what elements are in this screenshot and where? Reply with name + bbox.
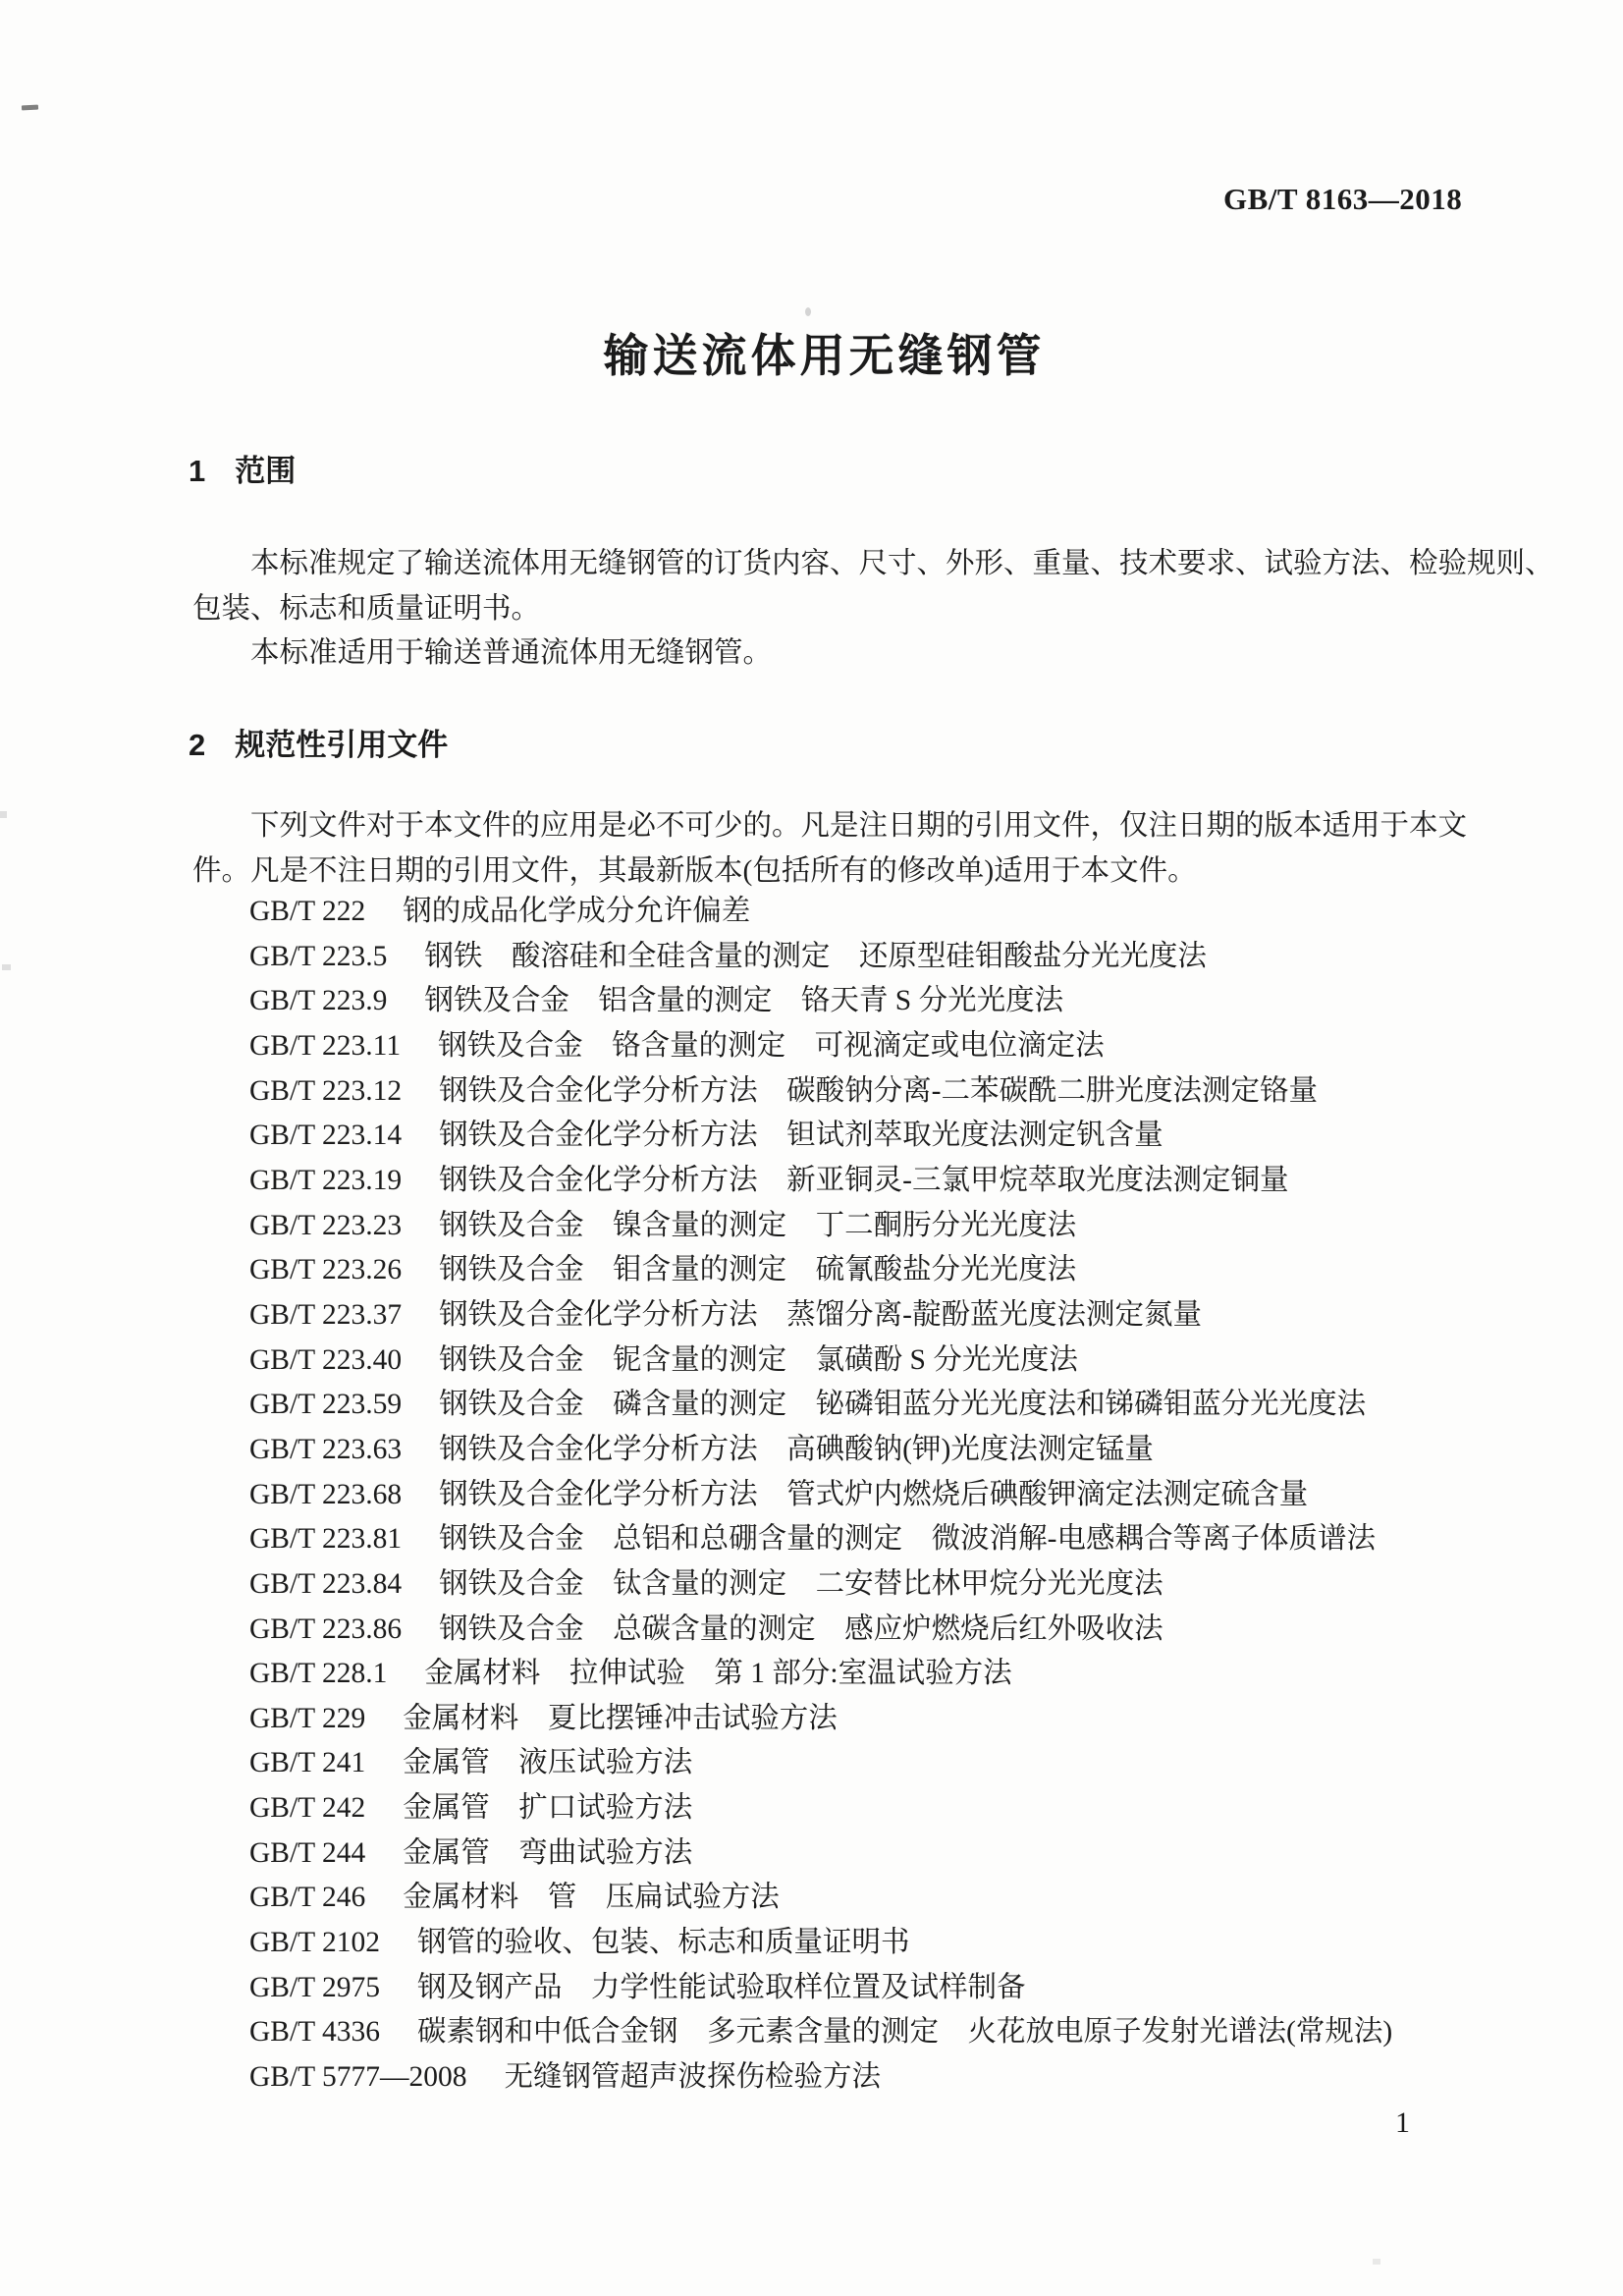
reference-title: 金属材料 拉伸试验 第 1 部分:室温试验方法 [424,1658,1012,1690]
paragraph-line: 下列文件对于本文件的应用是必不可少的。凡是注日期的引用文件，仅注日期的版本适用于本文 [250,810,1468,842]
reference-code: GB/T 241 [249,1747,366,1779]
reference-item [249,1876,1392,1921]
reference-title: 钢铁及合金 钛含量的测定 二安替比林甲烷分光光度法 [439,1567,1163,1600]
reference-title: 钢铁及合金 总碳含量的测定 感应炉燃烧后红外吸收法 [439,1613,1163,1645]
reference-item [249,1114,1392,1159]
section-2-heading [189,720,448,764]
reference-title: 金属管 弯曲试验方法 [403,1836,693,1869]
reference-code: GB/T 244 [249,1836,366,1869]
scan-artifact [0,811,7,818]
reference-title: 金属管 扩口试验方法 [403,1792,693,1825]
section-2-number: 2 [189,728,206,762]
reference-code: GB/T 223.40 [249,1343,403,1376]
reference-code: GB/T 229 [249,1702,366,1734]
reference-title: 钢及钢产品 力学性能试验取样位置及试样制备 [417,1971,1026,2003]
reference-code: GB/T 242 [249,1792,366,1825]
section-1-heading [189,446,296,490]
reference-item [249,1248,1392,1293]
reference-item [249,1966,1392,2011]
document-title: 输送流体用无缝钢管 [603,330,1046,381]
reference-code: GB/T 223.9 [249,985,388,1017]
reference-item [249,1697,1392,1742]
reference-item [249,1831,1392,1877]
references-intro-paragraph [192,804,1469,894]
reference-code: GB/T 223.63 [249,1433,403,1465]
page-number: 1 [1395,2106,1410,2139]
reference-item [249,1741,1392,1786]
reference-title: 钢的成品化学成分允许偏差 [403,896,751,927]
reference-item [249,1339,1392,1384]
reference-item [249,1562,1392,1608]
scan-artifact [805,307,811,316]
reference-title: 钢铁及合金化学分析方法 蒸馏分离-靛酚蓝光度法测定氮量 [439,1298,1202,1331]
reference-code: GB/T 5777—2008 [249,2061,467,2094]
scan-artifact [1373,2259,1380,2265]
reference-item [249,1517,1392,1562]
standard-code-header: GB/T 8163—2018 [1223,182,1463,216]
scan-artifact [2,964,11,970]
reference-code: GB/T 223.68 [249,1478,403,1510]
reference-title: 钢铁及合金化学分析方法 钽试剂萃取光度法测定钒含量 [439,1120,1163,1152]
reference-item [249,979,1392,1024]
reference-list [249,890,1392,2101]
section-1-number: 1 [189,454,206,488]
reference-code: GB/T 223.26 [249,1254,403,1286]
paragraph-line: 包装、标志和质量证明书。 [192,593,541,625]
paragraph-line: 本标准适用于输送普通流体用无缝钢管。 [250,637,773,669]
reference-item [249,1608,1392,1653]
reference-title: 钢铁及合金 钼含量的测定 硫氰酸盐分光光度法 [439,1254,1077,1286]
scope-paragraph-1 [192,541,1554,631]
reference-item [249,890,1392,935]
reference-code: GB/T 223.81 [249,1523,403,1556]
reference-code: GB/T 223.37 [249,1298,403,1331]
reference-item [249,1473,1392,1518]
reference-code: GB/T 223.5 [249,940,388,972]
reference-code: GB/T 223.19 [249,1164,403,1196]
reference-title: 无缝钢管超声波探伤检验方法 [504,2061,882,2094]
reference-item [249,1024,1392,1069]
reference-code: GB/T 4336 [249,2016,381,2049]
reference-title: 钢铁及合金 铝含量的测定 铬天青 S 分光光度法 [424,985,1064,1017]
reference-item [249,1069,1392,1115]
reference-title: 钢铁及合金 铌含量的测定 氯磺酚 S 分光光度法 [439,1343,1078,1376]
reference-title: 金属材料 管 压扁试验方法 [403,1882,780,1914]
reference-code: GB/T 223.84 [249,1567,403,1600]
reference-item [249,1428,1392,1473]
reference-item [249,1786,1392,1831]
reference-code: GB/T 228.1 [249,1658,388,1690]
reference-code: GB/T 2102 [249,1927,381,1959]
reference-item [249,1652,1392,1697]
reference-code: GB/T 223.12 [249,1074,403,1107]
reference-title: 钢铁及合金 磷含量的测定 铋磷钼蓝分光光度法和锑磷钼蓝分光光度法 [439,1389,1367,1421]
paragraph-line: 件。凡是不注日期的引用文件，其最新版本(包括所有的修改单)适用于本文件。 [192,854,1197,887]
reference-item [249,1293,1392,1339]
reference-title: 钢铁及合金化学分析方法 碳酸钠分离-二苯碳酰二肼光度法测定铬量 [439,1074,1318,1107]
reference-code: GB/T 2975 [249,1971,381,2003]
reference-item [249,1921,1392,1966]
section-1-label: 范围 [235,454,297,488]
reference-title: 钢铁及合金化学分析方法 高碘酸钠(钾)光度法测定锰量 [439,1433,1154,1465]
reference-title: 钢铁及合金化学分析方法 管式炉内燃烧后碘酸钾滴定法测定硫含量 [439,1478,1309,1510]
reference-item [249,2010,1392,2055]
reference-code: GB/T 223.86 [249,1613,403,1645]
reference-code: GB/T 223.59 [249,1389,403,1421]
section-2-label: 规范性引用文件 [235,728,449,762]
reference-title: 钢铁及合金 镍含量的测定 丁二酮肟分光光度法 [439,1209,1077,1241]
reference-title: 钢铁 酸溶硅和全硅含量的测定 还原型硅钼酸盐分光光度法 [424,940,1207,972]
reference-title: 钢管的验收、包装、标志和质量证明书 [417,1927,910,1959]
reference-item [249,935,1392,980]
reference-item [249,1204,1392,1249]
reference-code: GB/T 246 [249,1882,366,1914]
reference-title: 金属材料 夏比摆锤冲击试验方法 [403,1702,838,1734]
reference-item [249,2055,1392,2101]
reference-code: GB/T 223.11 [249,1029,402,1062]
paragraph-line: 本标准规定了输送流体用无缝钢管的订货内容、尺寸、外形、重量、技术要求、试验方法、检验规则、 [250,548,1554,579]
reference-code: GB/T 223.14 [249,1120,403,1152]
reference-code: GB/T 223.23 [249,1209,403,1241]
reference-title: 钢铁及合金 总铝和总硼含量的测定 微波消解-电感耦合等离子体质谱法 [439,1523,1376,1556]
scan-artifact [22,105,38,111]
reference-title: 金属管 液压试验方法 [403,1747,693,1779]
reference-item [249,1383,1392,1428]
reference-item [249,1159,1392,1204]
reference-code: GB/T 222 [249,896,366,927]
scope-paragraph-2 [192,630,1469,676]
reference-title: 钢铁及合金 铬含量的测定 可视滴定或电位滴定法 [438,1029,1105,1062]
reference-title: 碳素钢和中低合金钢 多元素含量的测定 火花放电原子发射光谱法(常规法) [417,2016,1393,2049]
reference-title: 钢铁及合金化学分析方法 新亚铜灵-三氯甲烷萃取光度法测定铜量 [439,1164,1289,1196]
